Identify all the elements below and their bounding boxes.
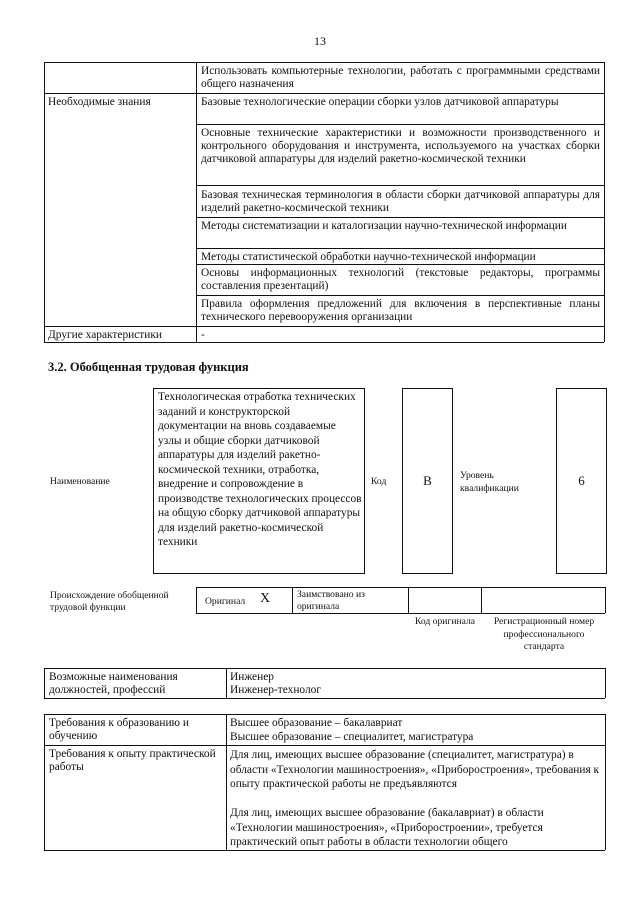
code-label: Код — [371, 476, 387, 487]
page-number: 13 — [314, 34, 326, 48]
other-characteristics-label: Другие характеристики — [48, 329, 163, 341]
code-value: B — [423, 473, 432, 488]
level-label: Уровень квалификации — [460, 470, 519, 494]
other-characteristics-value: - — [201, 329, 205, 341]
skill-row-text: Использовать компьютерные технологии, работать с программными средствами общего назначения — [201, 65, 600, 90]
knowledge-label: Необходимые знания — [48, 96, 151, 108]
name-value: Технологическая отработка технических заданий и конструкторской документации на вновь создаваемые узлы и общие сборки датчиковой аппаратуры для изделий ракетно-космической техники, отработка, внедрение и сопровождение в производстве технологических процессов на общую сборку датчиковой аппаратуры для изделий ракетно-космической техники — [158, 391, 362, 548]
position-value: Инженер-технолог — [230, 684, 322, 696]
code-original-caption: Код оригинала — [414, 616, 476, 627]
experience-text: Для лиц, имеющих высшее образование (специалитет, магистратура) в области «Технологии машиностроения», «Приборостроения», требования к опыту практической работы не предъявляются — [230, 749, 600, 790]
original-label: Оригинал — [205, 596, 246, 607]
knowledge-item: Основы информационных технологий (текстовые редакторы, программы составления презентаций) — [201, 267, 600, 292]
knowledge-item: Базовая техническая терминология в области сборки датчиковой аппаратуры для изделий ракетно-космической техники — [201, 189, 600, 214]
positions-label: Возможные наименования должностей, профессий — [49, 671, 178, 696]
knowledge-item: Методы статистической обработки научно-технической информации — [201, 251, 536, 263]
knowledge-item: Методы систематизации и каталогизации научно-технической информации — [201, 220, 567, 232]
knowledge-item: Базовые технологические операции сборки узлов датчиковой аппаратуры — [201, 96, 559, 108]
section-heading: 3.2. Обобщенная трудовая функция — [48, 360, 249, 374]
knowledge-item: Правила оформления предложений для включения в перспективные планы технического перевооружения организации — [201, 298, 600, 323]
name-label: Наименование — [50, 476, 110, 487]
education-label: Требования к образованию и обучению — [49, 717, 190, 742]
original-mark: X — [260, 591, 271, 606]
position-value: Инженер — [230, 671, 274, 683]
knowledge-item: Основные технические характеристики и возможности производственного и контрольного оборудования и инструмента, используемого на участках сборки датчиковой аппаратуры для изделий ракетно-космической техники — [201, 127, 600, 165]
education-value: Высшее образование – специалитет, магистратура — [230, 731, 474, 743]
registration-number-caption: Регистрационный номер профессионального стандарта — [493, 616, 595, 652]
level-value: 6 — [578, 473, 585, 488]
origin-label: Происхождение обобщенной трудовой функции — [50, 590, 169, 613]
borrowed-label: Заимствовано из оригинала — [297, 589, 365, 612]
experience-label: Требования к опыту практической работы — [49, 748, 216, 773]
education-value: Высшее образование – бакалавриат — [230, 717, 403, 729]
experience-text: Для лиц, имеющих высшее образование (бакалавриат) в области «Технологии машиностроения», «Приборостроении», требуется практический опыт работы в области технологии общего — [230, 807, 544, 848]
